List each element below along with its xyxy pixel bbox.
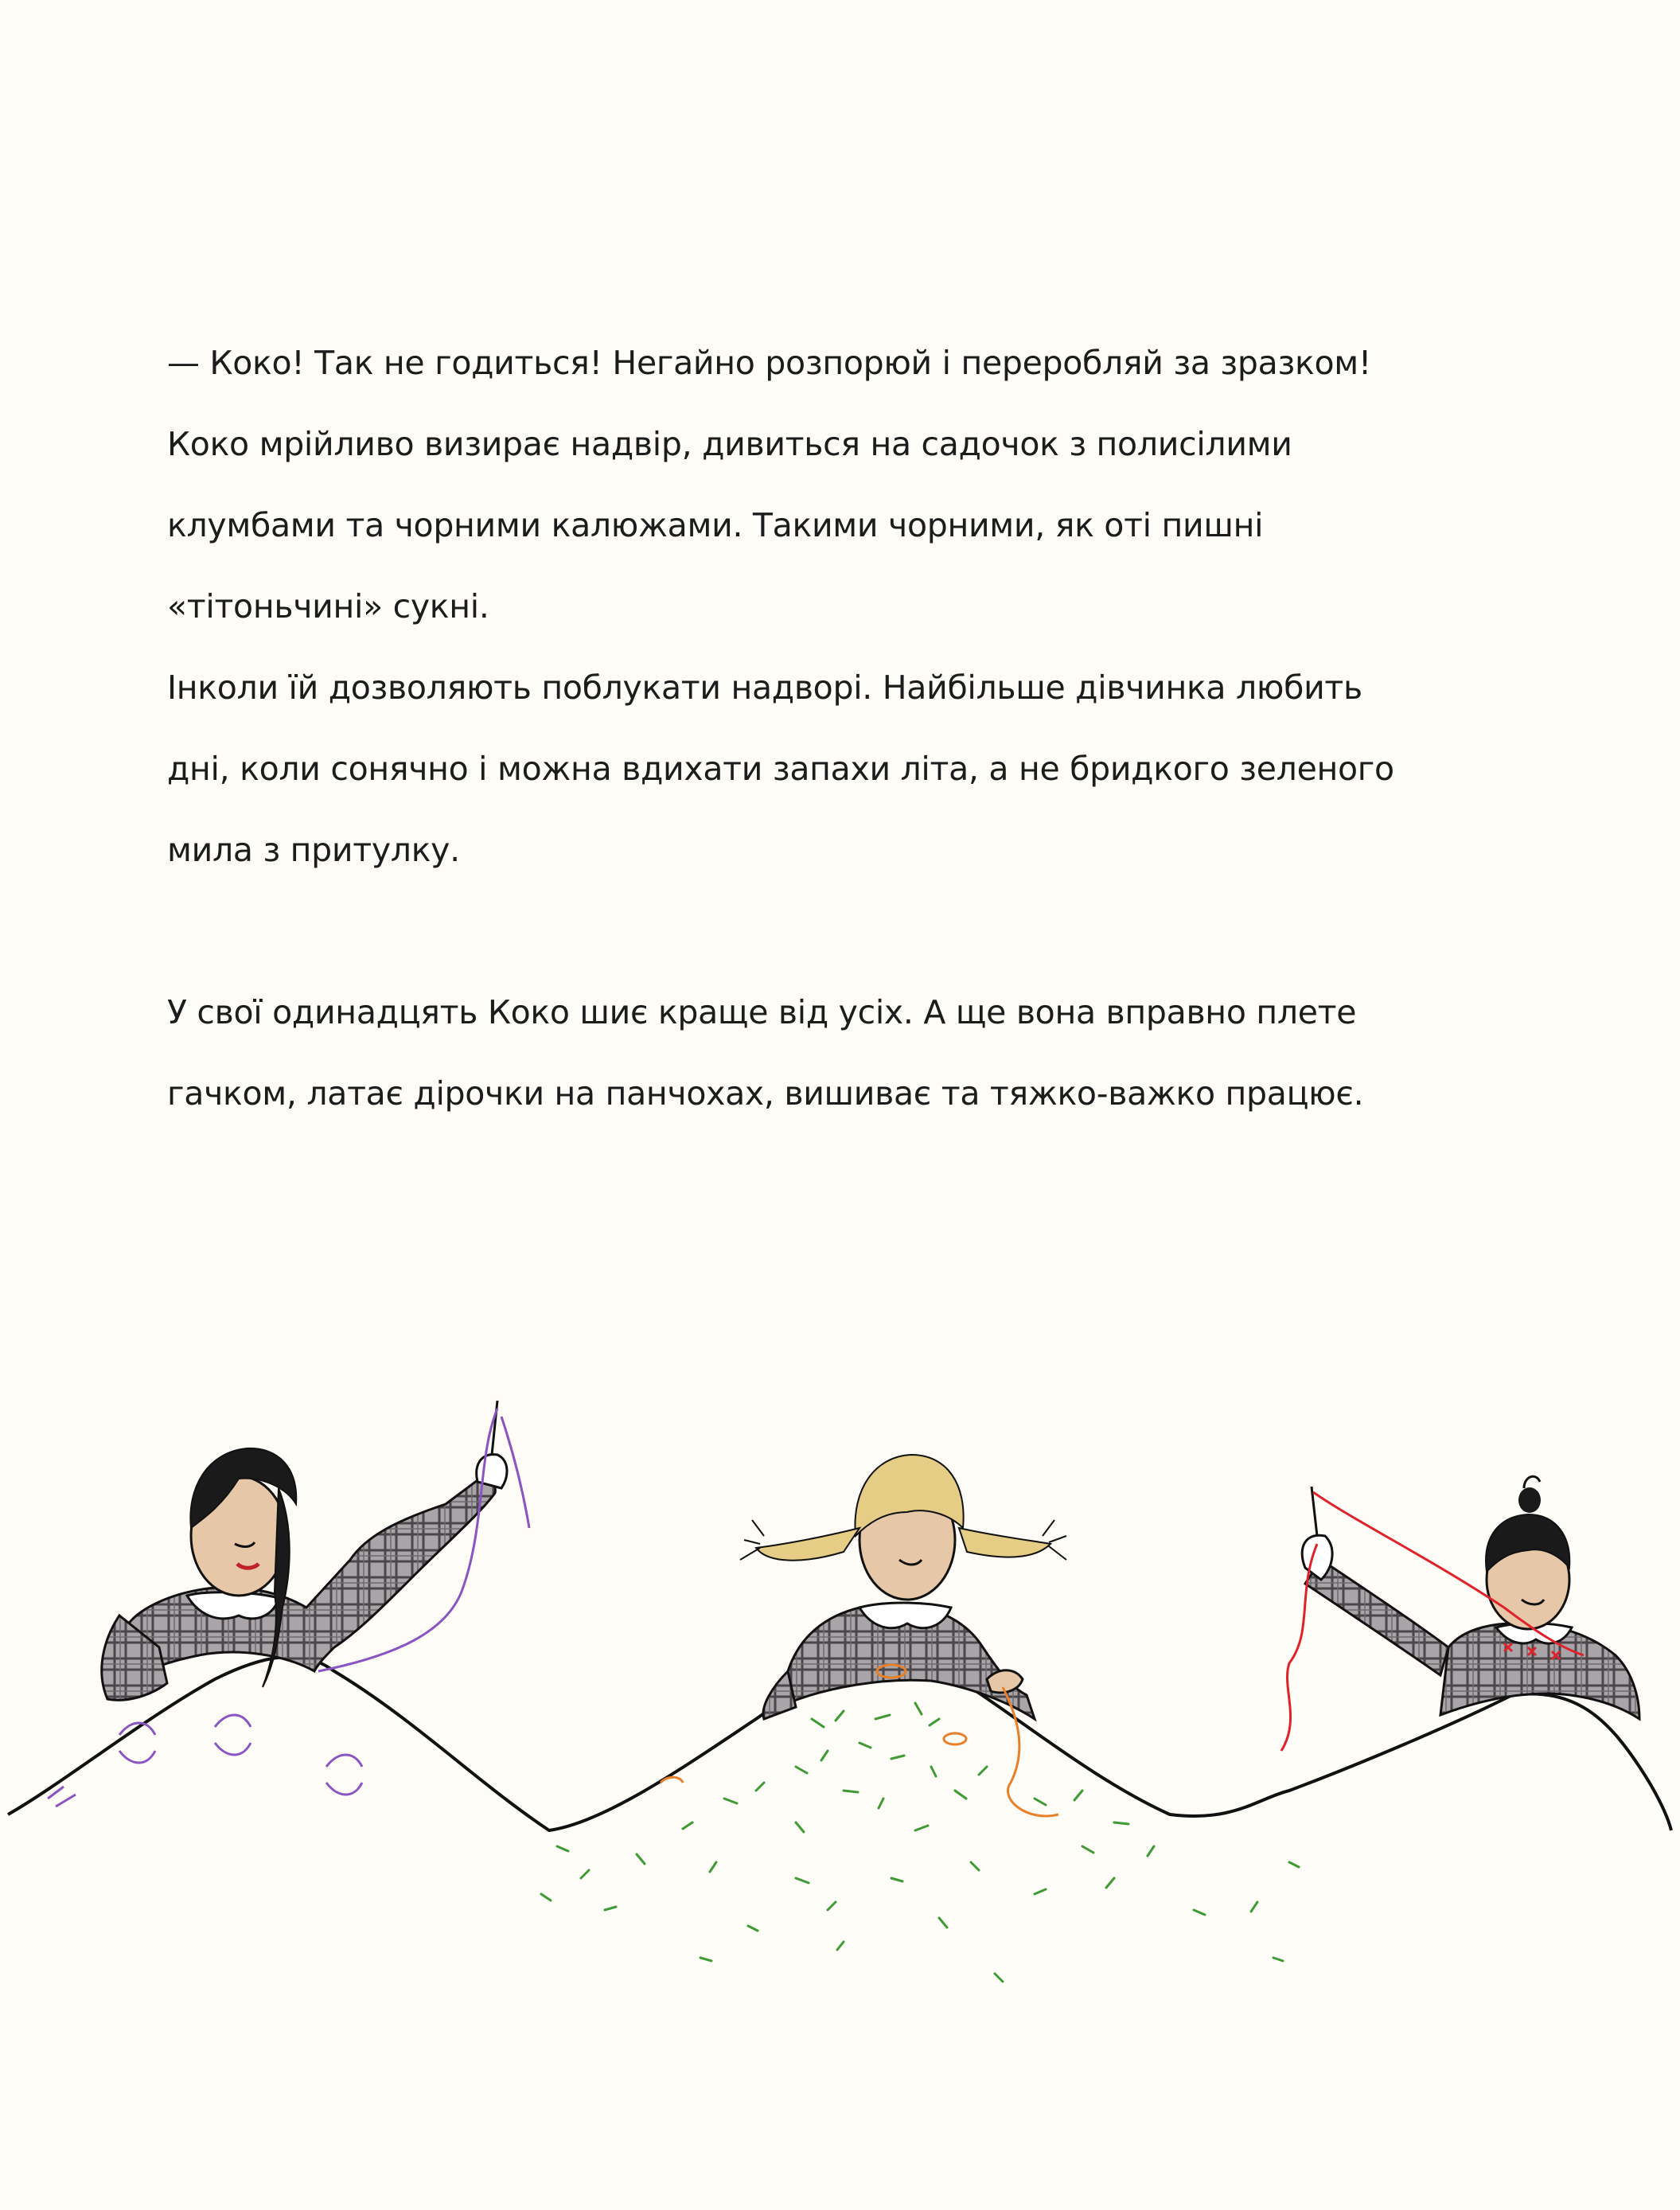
text-line: гачком, латає дірочки на панчохах, вишиває та тяжко-важко працює. <box>167 1074 1364 1113</box>
middle-girl <box>541 1455 1299 1982</box>
left-girl <box>48 1401 529 1807</box>
text-line: «тітоньчині» сукні. <box>167 587 489 626</box>
text-line: Коко мрійливо визирає надвір, дивиться на садочок з полисілими <box>167 425 1292 463</box>
text-line: мила з притулку. <box>167 831 460 869</box>
story-text <box>167 322 1536 1134</box>
paragraph-2 <box>167 972 1536 1134</box>
text-line: клумбами та чорними калюжами. Такими чорними, як оті пишні <box>167 506 1264 544</box>
text-line: Інколи їй дозволяють поблукати надворі. Найбільше дівчинка любить <box>167 668 1362 707</box>
text-line: дні, коли сонячно і можна вдихати запахи літа, а не бридкого зеленого <box>167 750 1394 788</box>
three-girls-sewing-illustration <box>0 1273 1680 2109</box>
paragraph-1 <box>167 322 1536 891</box>
text-line: У свої одинадцять Коко шиє краще від усіх. А ще вона вправно плете <box>167 993 1357 1031</box>
text-line: — Коко! Так не годиться! Негайно розпорюй і переробляй за зразком! <box>167 344 1371 382</box>
paragraph-spacer <box>167 891 1536 972</box>
